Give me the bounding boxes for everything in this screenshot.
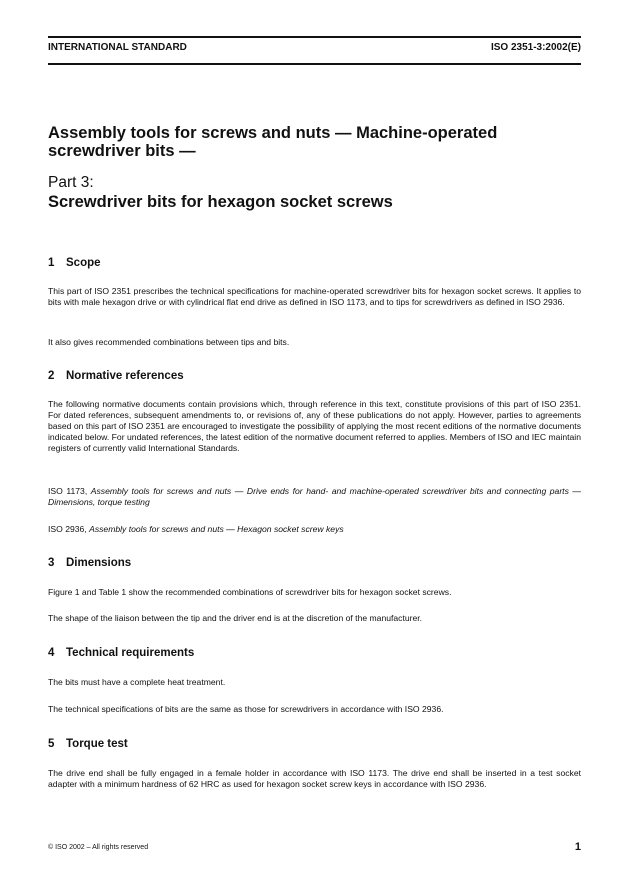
section-heading-normative-references xyxy=(48,370,184,382)
header-standard-number: ISO 2351-3:2002(E) xyxy=(490,42,581,53)
section-heading-dimensions xyxy=(48,557,131,569)
scope-paragraph-2: It also gives recommended combinations between tips and bits. xyxy=(48,337,290,347)
reference-id: ISO 1173, xyxy=(48,486,88,496)
normative-reference-iso-2936 xyxy=(48,524,581,535)
title-line-1: Assembly tools for screws and nuts — Machine-operated xyxy=(48,124,498,142)
section-title: Dimensions xyxy=(66,557,132,569)
dimensions-paragraph-2: The shape of the liaison between the tip and the driver end is at the discretion of the manufacturer. xyxy=(48,613,423,623)
document-title xyxy=(48,124,581,160)
header-top-rule xyxy=(48,36,581,38)
footer-page-number: 1 xyxy=(574,841,581,853)
technical-paragraph-2: The technical specifications of bits are the same as those for screwdrivers in accordance with ISO 2936. xyxy=(48,704,444,714)
part-label: Part 3: xyxy=(48,174,94,191)
header-standard-type: INTERNATIONAL STANDARD xyxy=(48,42,187,53)
section-heading-technical-requirements xyxy=(48,647,194,659)
part-title: Screwdriver bits for hexagon socket screws xyxy=(48,193,393,211)
section-number: 2 xyxy=(48,370,55,382)
normative-reference-iso-1173 xyxy=(48,486,581,508)
header-bottom-rule xyxy=(48,63,581,65)
reference-title: Assembly tools for screws and nuts — Hexagon socket screw keys xyxy=(89,524,344,534)
section-heading-scope xyxy=(48,257,101,269)
torque-paragraph: The drive end shall be fully engaged in a female holder in accordance with ISO 1173. The drive end shall be inserted in a test socket adapter with a minimum hardness of 62 HRC as used for hexagon socket screw keys in accordance with ISO 2936. xyxy=(48,768,581,789)
title-line-2: screwdriver bits — xyxy=(48,142,196,160)
section-number: 1 xyxy=(48,257,55,269)
section-title: Torque test xyxy=(66,738,128,750)
reference-id: ISO 2936, xyxy=(48,524,87,534)
reference-title: Assembly tools for screws and nuts — Drive ends for hand- and machine-operated screwdriver bits and connecting parts — Dimensions, torque testing xyxy=(48,486,581,507)
section-title: Technical requirements xyxy=(66,647,195,659)
section-heading-torque-test xyxy=(48,738,128,750)
section-number: 5 xyxy=(48,738,55,750)
section-title: Scope xyxy=(66,257,101,269)
normative-paragraph: The following normative documents contain provisions which, through reference in this text, constitute provisions of this part of ISO 2351. For dated references, subsequent amendments to, or revisions of, any of these publications do not apply. However, parties to agreements based on this part of ISO 2351 are encouraged to investigate the possibility of applying the most recent editions of the normative documents indicated below. For undated references, the latest edition of the normative document referred to applies. Members of ISO and IEC maintain registers of currently valid International Standards. xyxy=(48,399,581,453)
technical-paragraph-1: The bits must have a complete heat treatment. xyxy=(48,677,226,687)
section-number: 3 xyxy=(48,557,55,569)
section-title: Normative references xyxy=(66,370,184,382)
section-number: 4 xyxy=(48,647,55,659)
dimensions-paragraph-1: Figure 1 and Table 1 show the recommended combinations of screwdriver bits for hexagon socket screws. xyxy=(48,587,452,597)
scope-paragraph-1: This part of ISO 2351 prescribes the technical specifications for machine-operated screwdriver bits for hexagon socket screws. It applies to bits with male hexagon drive or with cylindrical flat end drive as defined in ISO 1173, and to tips for screwdrivers as defined in ISO 2936. xyxy=(48,286,581,307)
footer-copyright: © ISO 2002 – All rights reserved xyxy=(48,844,149,851)
